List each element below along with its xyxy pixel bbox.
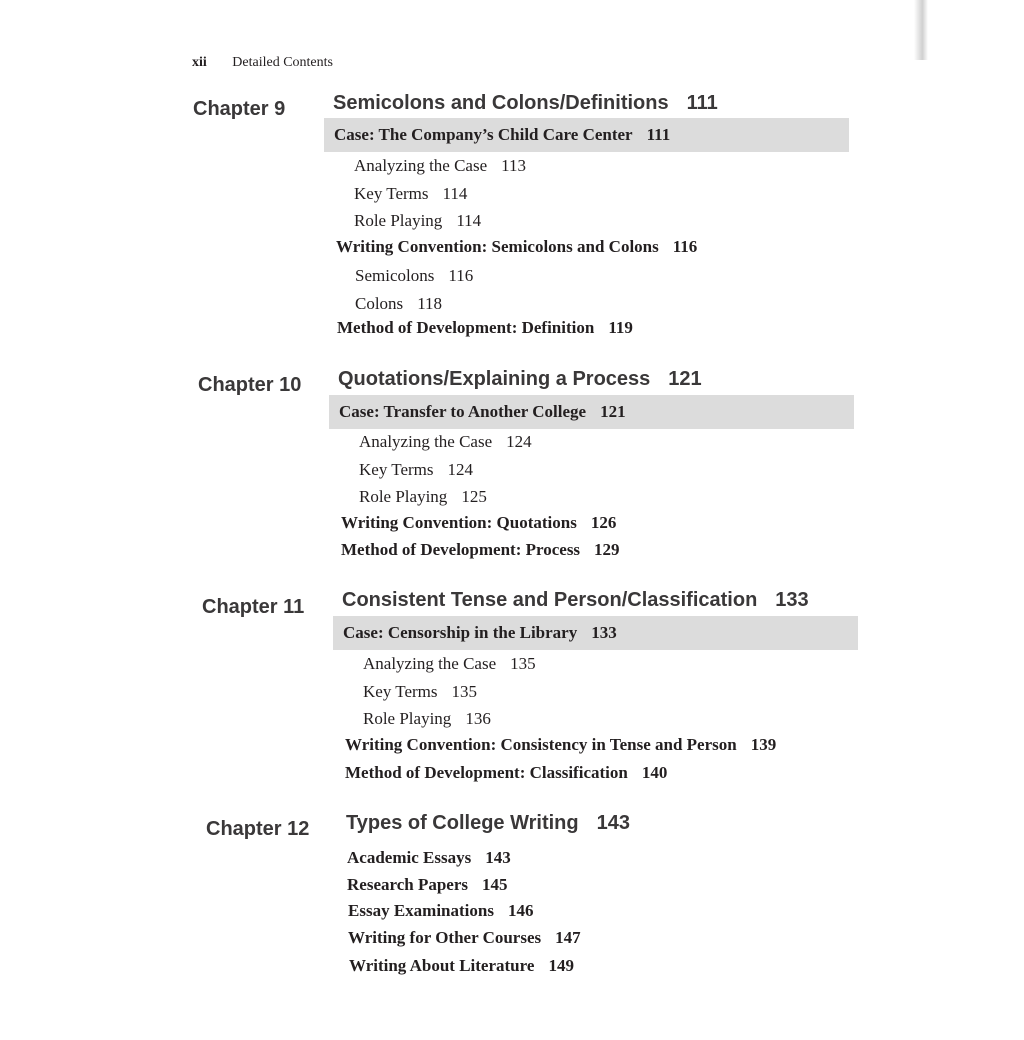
case-page-number: 121 [600,402,626,421]
case-title: Case: Transfer to Another College [339,402,587,421]
toc-entry: Analyzing the Case 113 [354,156,527,175]
case-page-number: 111 [646,125,671,144]
toc-entry: Key Terms 124 [359,460,474,479]
chapter-page-number: 111 [686,92,718,114]
chapter-title [338,368,702,391]
toc-entry: Writing Convention: Consistency in Tense and Person 139 [345,735,777,754]
toc-entry: Method of Development: Definition 119 [337,318,633,337]
running-title: Detailed Contents [232,55,333,70]
toc-entry: Analyzing the Case 135 [363,654,536,673]
chapter-label: Chapter 11 [202,596,305,618]
chapter-title [346,812,630,835]
toc-entry: Writing About Literature 149 [349,956,574,975]
chapter-title-text: Semicolons and Colons/Definitions [333,92,669,114]
chapter-title-text: Quotations/Explaining a Process [338,368,651,390]
toc-entry: Semicolons 116 [355,266,474,285]
case-page-number: 133 [591,623,617,642]
case-highlight-bar [333,616,858,650]
toc-entry: Writing Convention: Semicolons and Colons 116 [336,237,698,256]
toc-entry: Key Terms 114 [354,184,468,203]
toc-entry: Writing Convention: Quotations 126 [341,513,617,532]
chapter-title [342,589,809,612]
case-highlight-bar [329,395,854,429]
chapter-9-section [0,90,1024,337]
case-highlight-bar [324,118,849,152]
chapter-label: Chapter 12 [206,818,310,840]
toc-entry: Essay Examinations 146 [348,901,534,920]
running-head [192,55,333,71]
toc-entry: Method of Development: Process 129 [341,540,620,559]
toc-entry: Method of Development: Classification 140 [345,763,668,782]
toc-entry: Colons 118 [355,294,443,313]
page-edge-shadow [914,0,928,60]
chapter-title [333,92,718,115]
chapter-10-section [0,367,1024,597]
toc-entry: Academic Essays 143 [347,848,511,867]
chapter-11-section [0,587,1024,817]
chapter-label: Chapter 9 [193,98,286,120]
chapter-label: Chapter 10 [198,374,302,396]
chapter-page-number: 133 [775,589,809,611]
toc-entry: Analyzing the Case 124 [359,432,532,451]
chapter-12-section [0,810,1024,1040]
toc-entry: Role Playing 114 [354,211,482,230]
toc-entry: Research Papers 145 [347,875,508,894]
page-number: xii [192,55,207,70]
chapter-title-text: Consistent Tense and Person/Classification [342,589,758,611]
chapter-page-number: 121 [668,368,702,390]
case-title: Case: The Company’s Child Care Center [334,125,633,144]
toc-entry: Role Playing 136 [363,709,491,728]
chapter-title-text: Types of College Writing [346,812,579,834]
case-title: Case: Censorship in the Library [343,623,578,642]
toc-entry: Role Playing 125 [359,487,487,506]
chapter-page-number: 143 [596,812,630,834]
toc-entry: Writing for Other Courses 147 [348,928,581,947]
toc-entry: Key Terms 135 [363,682,478,701]
